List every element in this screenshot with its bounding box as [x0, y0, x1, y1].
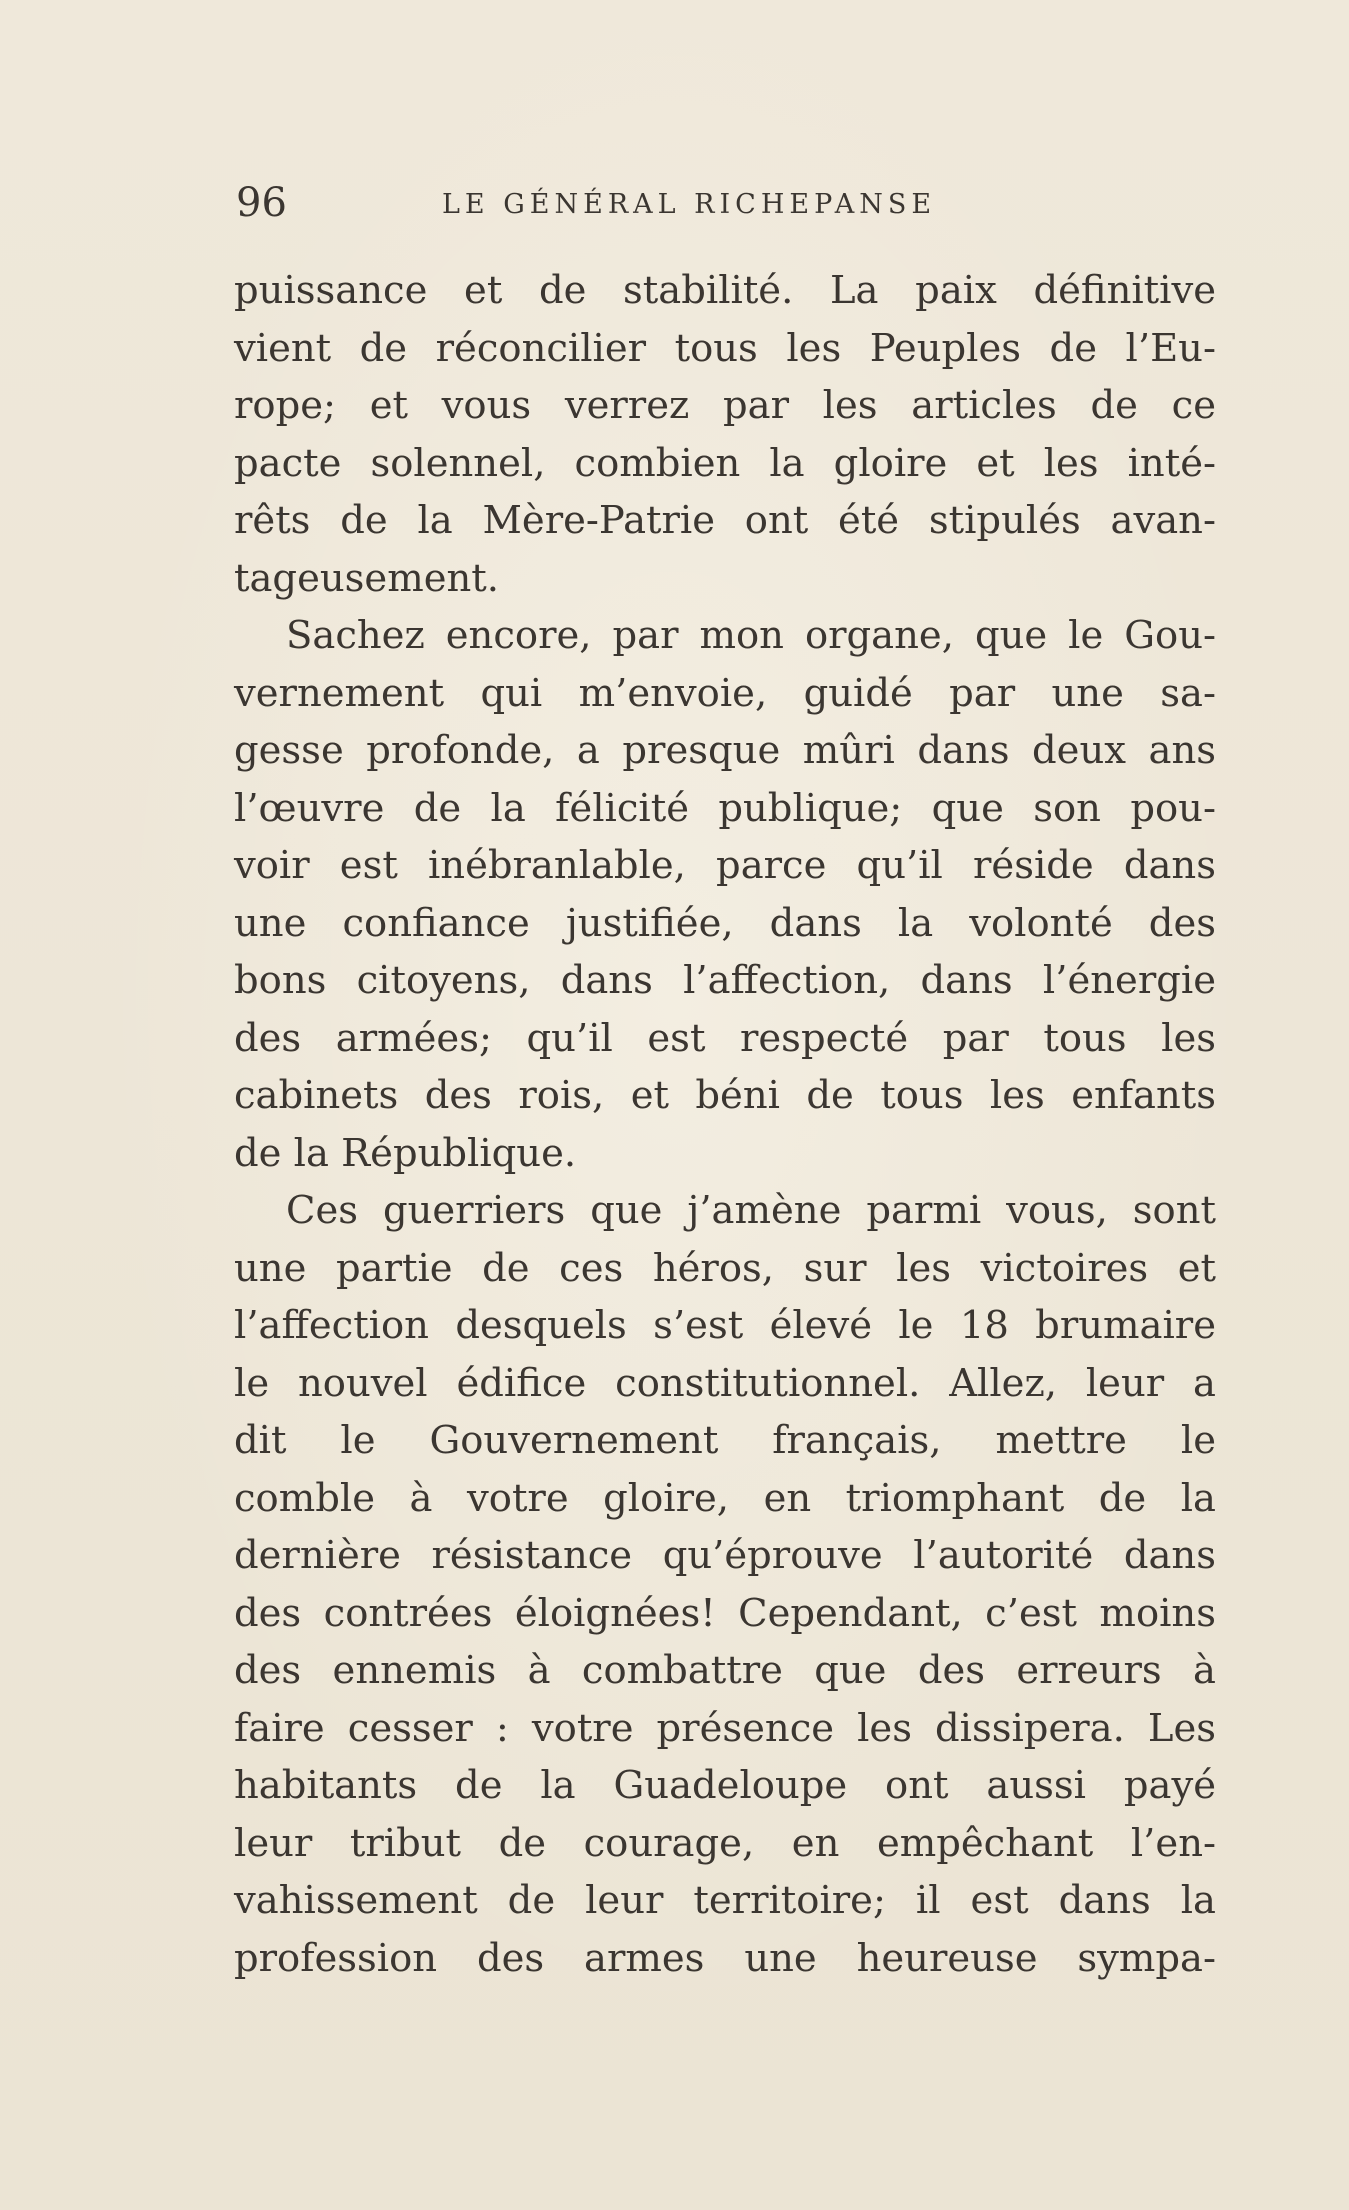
text-line: une partie de ces héros, sur les victoires et: [234, 1245, 1216, 1291]
text-line: profession des armes une heureuse sympa-: [234, 1935, 1216, 1981]
text-line: dit le Gouvernement français, mettre le: [234, 1418, 1216, 1463]
text-line: puissance et de stabilité. La paix définitive: [234, 268, 1216, 313]
text-line: Sachez encore, par mon organe, que le Gou-: [286, 613, 1216, 658]
text-line: gesse profonde, a presque mûri dans deux ans: [234, 728, 1216, 773]
text-line: faire cesser : votre présence les dissipera. Les: [234, 1705, 1216, 1751]
text-line: comble à votre gloire, en triomphant de la: [234, 1475, 1216, 1521]
text-line: vahissement de leur territoire; il est dans la: [234, 1878, 1216, 1923]
text-line: habitants de la Guadeloupe ont aussi payé: [234, 1763, 1216, 1808]
running-head: [236, 178, 1221, 228]
book-title: LE GÉNÉRAL RICHEPANSE: [442, 189, 937, 220]
text-line: vient de réconcilier tous les Peuples de l’Eu-: [234, 325, 1216, 371]
text-line: bons citoyens, dans l’affection, dans l’énergie: [234, 958, 1216, 1003]
text-line: des ennemis à combattre que des erreurs à: [234, 1648, 1216, 1693]
text-line: leur tribut de courage, en empêchant l’en-: [234, 1820, 1216, 1866]
text-line: voir est inébranlable, parce qu’il réside dans: [234, 843, 1216, 888]
body-text: [234, 262, 1216, 1987]
text-line: des armées; qu’il est respecté par tous les: [234, 1015, 1216, 1061]
text-line: pacte solennel, combien la gloire et les inté-: [234, 440, 1216, 486]
text-line: rêts de la Mère-Patrie ont été stipulés avan-: [234, 498, 1216, 543]
text-line: l’affection desquels s’est élevé le 18 brumaire: [234, 1303, 1216, 1348]
text-line: cabinets des rois, et béni de tous les enfants: [234, 1073, 1216, 1118]
text-line: le nouvel édifice constitutionnel. Allez, leur a: [234, 1360, 1216, 1406]
text-line: rope; et vous verrez par les articles de ce: [234, 383, 1216, 428]
text-line: tageusement.: [234, 555, 499, 601]
text-line: dernière résistance qu’éprouve l’autorité dans: [234, 1533, 1216, 1578]
text-line: une confiance justifiée, dans la volonté des: [234, 900, 1216, 946]
text-line: l’œuvre de la félicité publique; que son pou-: [234, 785, 1216, 831]
text-line: Ces guerriers que j’amène parmi vous, sont: [286, 1188, 1216, 1233]
text-line: vernement qui m’envoie, guidé par une sa-: [234, 670, 1216, 716]
page-number: 96: [236, 180, 287, 226]
text-line: des contrées éloignées! Cependant, c’est moins: [234, 1590, 1216, 1636]
text-line: de la République.: [234, 1130, 577, 1176]
